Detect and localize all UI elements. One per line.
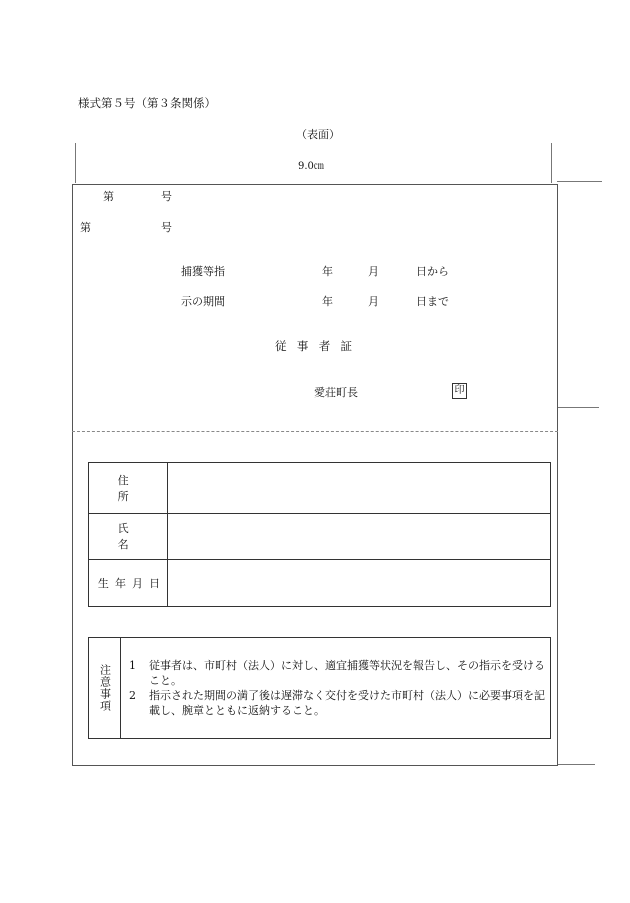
info-label-name: 氏名 bbox=[117, 522, 158, 551]
number-line-2-prefix: 第 bbox=[80, 221, 91, 234]
cut-mark-middle bbox=[557, 407, 599, 408]
certificate-title: 従事者証 bbox=[275, 339, 363, 353]
seal-mark: 印 bbox=[452, 383, 467, 399]
dimension-label: 9.0㎝ bbox=[298, 161, 324, 172]
notes-box bbox=[88, 637, 551, 739]
info-label-address: 住所 bbox=[117, 474, 158, 503]
period-from-month: 月 bbox=[368, 265, 379, 278]
period-until-label: 日まで bbox=[416, 295, 449, 308]
period-from-year: 年 bbox=[322, 265, 333, 278]
cut-mark-top bbox=[557, 181, 602, 182]
number-line-1-suffix: 号 bbox=[161, 190, 172, 203]
issuer: 愛荘町長 bbox=[314, 386, 358, 399]
side-label: （表面） bbox=[296, 128, 340, 141]
fold-line bbox=[72, 431, 558, 432]
period-label-line-1: 捕獲等指 bbox=[181, 265, 225, 278]
form-title: 様式第５号（第３条関係） bbox=[78, 96, 216, 110]
period-label-line-2: 示の期間 bbox=[181, 295, 225, 308]
period-until-month: 月 bbox=[368, 295, 379, 308]
info-label-birthdate: 生年月日 bbox=[97, 576, 167, 590]
note-item-2: 2 指示された期間の満了後は遅滞なく交付を受けた市町村（法人）に必要事項を記載し、腕章とともに返納すること。 bbox=[129, 689, 545, 717]
note-item-1: 1 従事者は、市町村（法人）に対し、適宜捕獲等状況を報告し、その指示を受けること。 bbox=[129, 659, 545, 687]
number-line-2-suffix: 号 bbox=[161, 221, 172, 234]
period-from-label: 日から bbox=[416, 265, 449, 278]
dimension-guide-left bbox=[75, 143, 76, 183]
period-until-year: 年 bbox=[322, 295, 333, 308]
info-table bbox=[88, 462, 551, 607]
number-line-1-prefix: 第 bbox=[103, 190, 114, 203]
notes-label: 注意事項 bbox=[89, 638, 121, 738]
dimension-guide-right bbox=[551, 143, 552, 183]
cut-mark-bottom bbox=[557, 764, 595, 765]
